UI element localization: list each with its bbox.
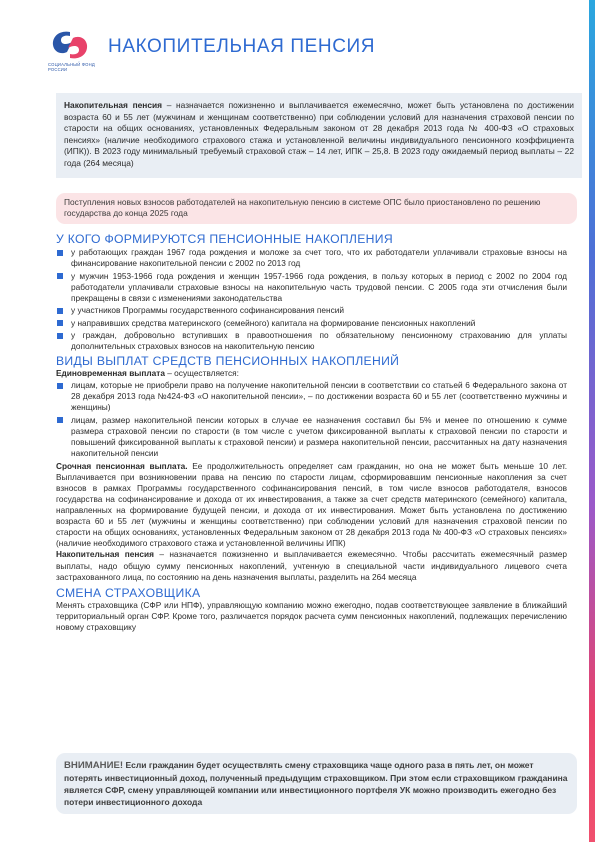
list-item: [56, 330, 567, 352]
list-item: [56, 247, 567, 269]
funded-pension-text: – назначается пожизненно и выплачивается ежемесячно. Чтобы рассчитать ежемесячный размер выплаты, надо общую сумму пенсионных накоплений, учтенную в специальной части индивидуального лицевого счета застрахованного лица, по состоянию на день назначения выплаты, разделить на 264 месяца: [56, 549, 568, 582]
funded-pension-paragraph: [56, 549, 567, 582]
section-heading-insurer: СМЕНА СТРАХОВЩИКА: [56, 585, 201, 600]
who-list: [56, 247, 567, 352]
logo-caption: СОЦИАЛЬНЫЙ ФОНД РОССИИ: [48, 62, 95, 72]
section-heading-who: У КОГО ФОРМИРУЮТСЯ ПЕНСИОННЫЕ НАКОПЛЕНИЯ: [56, 232, 393, 246]
square-bullet-icon: [57, 417, 63, 423]
page-header: [48, 28, 568, 78]
intro-text: – назначается пожизненно и выплачивается ежемесячно, может быть установлена по достижении возраста 60 и 55 лет (мужчинам и женщинам соответственно) при соблюдении условий для назначения страховой пенсии по старости на общих основаниях, установленных Федеральным законом от 28 декабря 2013 года № 400-ФЗ «О страховых пенсиях» (наличие необходимого страхового стажа и установленной величины индивидуального пенсионного коэффициента (ИПК)). В 2023 году минимальный требуемый страховой стаж – 14 лет, ИПК – 25,8. В 2023 году ожидаемый период выплаты – 22 года (264 месяца): [64, 100, 574, 168]
warning-title: ВНИМАНИЕ!: [64, 760, 124, 771]
main-content: [56, 232, 567, 633]
insurer-change-paragraph: Менять страховщика (СФР или НПФ), управляющую компанию можно ежегодно, подав соответствующее заявление в ближайший территориальный орган СФР. Кроме того, различается порядок расчета сумм пенсионных накоплений, подлежащих перечислению новому страховщику: [56, 599, 567, 632]
urgent-payment-text: Ее продолжительность определяет сам гражданин, но она не может быть меньше 10 лет. Выплачивается при возникновении права на пенсию по старости лицам, сформировавшим пенсионные накопления за счет взносов в рамках Программы государственного софинансирования пенсий, в том числе взносов работодателя, взносов государства на софинансирование и дохода от их инвестирования, а также за счет средств материнского (семейного) капитала, направленных на формирование будущей пенсии, и дохода от их инвестирования. Может быть установлена по достижению возраста 60 и 55 лет (мужчины и женщины соответственно) при соблюдении условий для назначения страховой пенсии по старости на общих основаниях, установленных Федеральным законом от 28 декабря 2013 года № 400-ФЗ «О страховых пенсиях» (наличие необходимого страхового стажа и установленной величины ИПК): [56, 460, 568, 549]
lump-sum-term: Единовременная выплата: [56, 367, 165, 378]
notice-banner: Поступления новых взносов работодателей на накопительную пенсию в системе ОПС было приостановлено по решению государства до конца 2025 года: [56, 193, 577, 224]
warning-panel: [56, 753, 577, 814]
section-heading-payments: ВИДЫ ВЫПЛАТ СРЕДСТВ ПЕНСИОННЫХ НАКОПЛЕНИЙ: [56, 353, 400, 368]
page-title: НАКОПИТЕЛЬНАЯ ПЕНСИЯ: [108, 36, 376, 57]
urgent-payment-paragraph: [56, 461, 567, 550]
list-item-text: у направивших средства материнского (семейного) капитала на формирование пенсионных накоплений: [71, 317, 476, 328]
list-item-text: у работающих граждан 1967 года рождения и моложе за счет того, что их работодатели уплачивали страховые взносы на финансирование накопительной пенсии с 2002 по 2013 год: [71, 247, 567, 269]
list-item-text: лицам, размер накопительной пенсии которых в случае ее назначения составил бы 5% и менее по отношению к сумме размера страховой пенсии по старости (в том числе с учетом фиксированной выплаты к страховой пенсии по старости и повышений фиксированной выплаты к страховой пенсии) и размера накопительной пенсии, рассчитанных на дату назначения накопительной пенсии: [71, 414, 567, 459]
square-bullet-icon: [57, 273, 63, 279]
square-bullet-icon: [57, 383, 63, 389]
list-item-text: лицам, которые не приобрели право на получение накопительной пенсии в соответствии со статьей 6 Федерального закона от 28 декабря 2013 года №424-ФЗ «О накопительной пенсии», – по достижении возраста 60 и 55 лет (соответственно мужчины и женщины): [71, 380, 567, 413]
square-bullet-icon: [57, 333, 63, 339]
lump-sum-intro: [56, 368, 567, 380]
lump-sum-suffix: – осуществляется:: [164, 367, 239, 378]
gradient-side-stripe: [589, 0, 595, 842]
square-bullet-icon: [57, 320, 63, 326]
list-item: [56, 271, 567, 304]
urgent-payment-term: Срочная пенсионная выплата.: [56, 460, 188, 471]
intro-panel: [56, 93, 582, 178]
list-item: [56, 305, 567, 316]
funded-pension-term: Накопительная пенсия: [56, 549, 154, 560]
list-item: [56, 415, 567, 459]
warning-text: Если гражданин будет осуществлять смену страховщика чаще одного раза в пять лет, он может потерять инвестиционный доход, полученный предыдущим страховщиком. При этом если страховщиком гражданина является СФР, смену управляющей компании или инвестиционного портфеля УК можно производить ежегодно без потери инвестиционного дохода: [64, 760, 568, 807]
list-item-text: у участников Программы государственного софинансирования пенсий: [71, 305, 345, 316]
list-item-text: у граждан, добровольно вступивших в правоотношения по обязательному пенсионному страхованию для уплаты дополнительных страховых взносов на накопительную пенсию: [71, 330, 567, 352]
list-item: [56, 380, 567, 413]
sfr-logo: [48, 28, 95, 76]
square-bullet-icon: [57, 308, 63, 314]
lump-sum-list: [56, 380, 567, 459]
list-item: [56, 318, 567, 329]
square-bullet-icon: [57, 250, 63, 256]
intro-term: Накопительная пенсия: [64, 100, 163, 110]
list-item-text: у мужчин 1953-1966 года рождения и женщин 1957-1966 года рождения, в пользу которых в период с 2002 по 2004 год работодатели уплачивали страховые взносы на накопительную часть трудовой пенсии. С 2005 года эти отчисления были прекращены в связи с изменениями законодательства: [71, 270, 567, 303]
